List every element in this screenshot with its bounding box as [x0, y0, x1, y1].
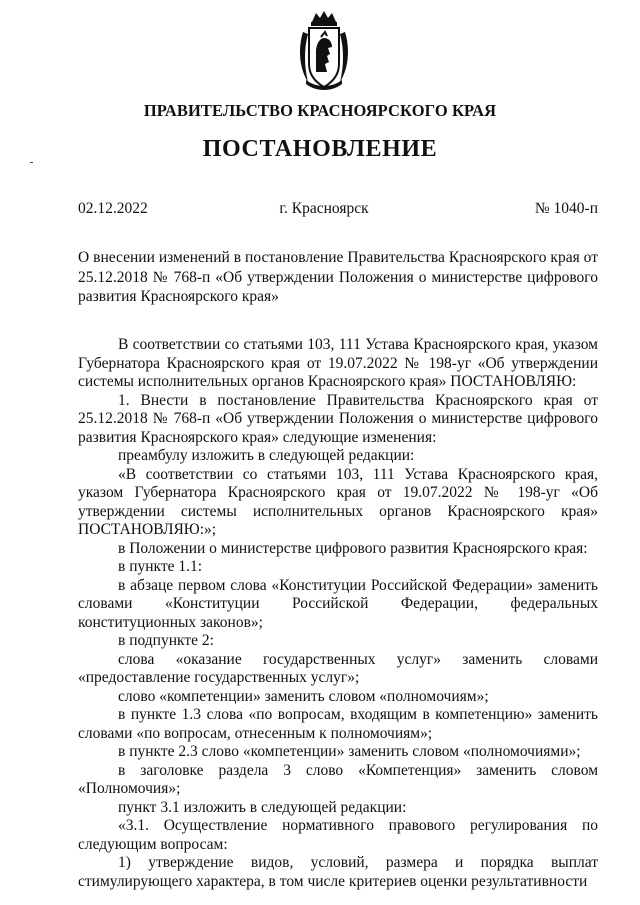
paragraph: слова «оказание государственных услуг» заменить словами «предоставление государственных услуг»;: [78, 650, 598, 686]
document-date: 02.12.2022: [78, 200, 148, 217]
paragraph: слово «компетенции» заменить словом «полномочиям»;: [118, 687, 489, 705]
paragraph: «3.1. Осуществление нормативного правового регулирования по следующим вопросам:: [78, 817, 598, 853]
document-city: г. Красноярск: [279, 200, 369, 217]
paragraph: в пункте 2.3 слово «компетенции» заменить словом «полномочиями»;: [118, 743, 581, 760]
paragraph: в заголовке раздела 3 слово «Компетенция» заменить словом «Полномочия»;: [78, 761, 598, 797]
document-type: ПОСТАНОВЛЕНИЕ: [202, 136, 438, 162]
document-number: № 1040-п: [534, 200, 598, 217]
paragraph: преамбулу изложить в следующей редакции:: [118, 447, 415, 464]
krasnoyarsk-coat-of-arms-icon: [294, 8, 354, 92]
paragraph: «В соответствии со статьями 103, 111 Устава Красноярского края, указом Губернатора Красноярского края от 19.07.2022 № 198-уг «Об утверждении системы исполнительных органов Красноярского края» ПОСТАНОВЛЯЮ:»;: [78, 465, 598, 538]
paragraph: 1. Внести в постановление Правительства Красноярского края от 25.12.2018 № 768-п «Об утверждении Положения о министерстве цифрового развития Красноярского края» следующие изменения:: [78, 391, 598, 446]
paragraph: В соответствии со статьями 103, 111 Устава Красноярского края, указом Губернатора Красноярского края от 19.07.2022 № 198-уг «Об утверждении системы исполнительных органов Красноярского края» ПОСТАНОВЛЯЮ:: [78, 336, 598, 390]
paragraph: в абзаце первом слова «Конституции Российской Федерации» заменить словами «Конституции Российской Федерации, федеральных конституционных законов»;: [78, 576, 598, 631]
document-subject: О внесении изменений в постановление Правительства Красноярского края от 25.12.2018 № 768-п «Об утверждении Положения о министерстве цифрового развития Красноярского края»: [78, 249, 598, 305]
paragraph: в Положении о министерстве цифрового развития Красноярского края:: [118, 539, 588, 557]
paragraph: пункт 3.1 изложить в следующей редакции:: [118, 798, 407, 816]
paragraph: 1) утверждение видов, условий, размера и порядка выплат стимулирующего характера, в том числе критериев оценки результативности: [78, 854, 598, 890]
paragraph: в подпункте 2:: [118, 632, 214, 649]
paragraph: в пункте 1.3 слова «по вопросам, входящим в компетенцию» заменить словами «по вопросам, отнесенным к полномочиям»;: [78, 706, 598, 742]
government-title: ПРАВИТЕЛЬСТВО КРАСНОЯРСКОГО КРАЯ: [143, 101, 497, 120]
paragraph: в пункте 1.1:: [118, 558, 203, 575]
document-body: [78, 336, 598, 891]
